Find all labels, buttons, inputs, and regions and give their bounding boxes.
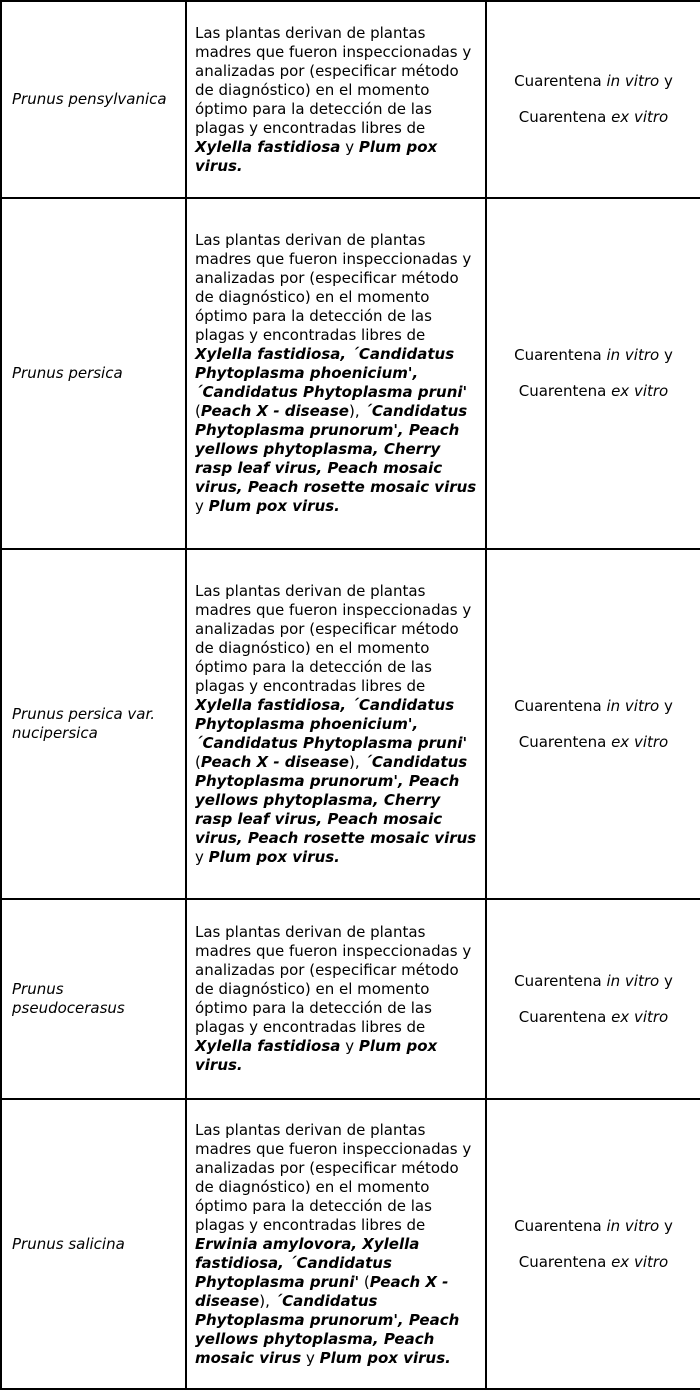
quarantine-cell bbox=[486, 899, 700, 1099]
quarantine-line-2: Cuarentena ex vitro bbox=[518, 382, 669, 400]
description-text: Las plantas derivan de plantas madres que fueron inspeccionadas y analizadas por (especificar método de diagnóstico) en el momento óptimo para la detección de las plagas y encontradas libres de Xylella fastidiosa y Plum pox virus. bbox=[195, 923, 472, 1074]
description-text: Las plantas derivan de plantas madres que fueron inspeccionadas y analizadas por (especificar método de diagnóstico) en el momento óptimo para la detección de las plagas y encontradas libres de Xylella fastidiosa, ´Candidatus Phytoplasma phoenicium', ´Candidatus Phytoplasma pruni' (Peach X - disease), ´Candidatus Phytoplasma prunorum', Peach yellows phytoplasma, Cherry rasp leaf virus, Peach mosaic virus, Peach rosette mosaic virus y Plum pox virus. bbox=[195, 231, 477, 515]
species-name: Prunus persica bbox=[12, 364, 123, 382]
species-name: Prunus pseudocerasus bbox=[12, 980, 125, 1017]
description-text: Las plantas derivan de plantas madres que fueron inspeccionadas y analizadas por (especificar método de diagnóstico) en el momento óptimo para la detección de las plagas y encontradas libres de Erwinia amylovora, Xylella fastidiosa, ´Candidatus Phytoplasma pruni' (Peach X - disease), ´Candidatus Phytoplasma prunorum', Peach yellows phytoplasma, Peach mosaic virus y Plum pox virus. bbox=[195, 1120, 472, 1367]
quarantine-line-1: Cuarentena in vitro y bbox=[514, 346, 673, 364]
quarantine-cell bbox=[486, 1099, 700, 1389]
quarantine-line-1: Cuarentena in vitro y bbox=[514, 72, 673, 90]
table-row bbox=[1, 1099, 700, 1389]
table-row bbox=[1, 899, 700, 1099]
description-cell bbox=[186, 1, 486, 198]
quarantine-line-2: Cuarentena ex vitro bbox=[518, 108, 669, 126]
species-cell bbox=[1, 1099, 186, 1389]
table-row bbox=[1, 1, 700, 198]
species-name: Prunus pensylvanica bbox=[12, 90, 167, 108]
species-cell bbox=[1, 198, 186, 549]
description-cell bbox=[186, 899, 486, 1099]
quarantine-line-2: Cuarentena ex vitro bbox=[518, 732, 669, 751]
quarantine-cell bbox=[486, 198, 700, 549]
quarantine-line-1: Cuarentena in vitro y bbox=[514, 696, 673, 715]
description-text: Las plantas derivan de plantas madres que fueron inspeccionadas y analizadas por (especificar método de diagnóstico) en el momento óptimo para la detección de las plagas y encontradas libres de Xylella fastidiosa, ´Candidatus Phytoplasma phoenicium', ´Candidatus Phytoplasma pruni' (Peach X - disease), ´Candidatus Phytoplasma prunorum', Peach yellows phytoplasma, Cherry rasp leaf virus, Peach mosaic virus, Peach rosette mosaic virus y Plum pox virus. bbox=[195, 581, 477, 866]
table-row bbox=[1, 198, 700, 549]
quarantine-cell bbox=[486, 549, 700, 899]
species-cell bbox=[1, 549, 186, 899]
quarantine-line-2: Cuarentena ex vitro bbox=[518, 1252, 669, 1271]
quarantine-cell bbox=[486, 1, 700, 198]
species-cell bbox=[1, 1, 186, 198]
quarantine-line-1: Cuarentena in vitro y bbox=[514, 971, 673, 990]
description-cell bbox=[186, 198, 486, 549]
quarantine-line-1: Cuarentena in vitro y bbox=[514, 1216, 673, 1235]
species-name: Prunus salicina bbox=[12, 1234, 125, 1253]
description-text: Las plantas derivan de plantas madres que fueron inspeccionadas y analizadas por (especificar método de diagnóstico) en el momento óptimo para la detección de las plagas y encontradas libres de Xylella fastidiosa y Plum pox virus. bbox=[195, 23, 472, 175]
description-cell bbox=[186, 1099, 486, 1389]
species-cell bbox=[1, 899, 186, 1099]
quarantine-line-2: Cuarentena ex vitro bbox=[518, 1007, 669, 1026]
description-cell bbox=[186, 549, 486, 899]
species-name: Prunus persica var. nucipersica bbox=[12, 705, 156, 742]
table-row bbox=[1, 549, 700, 899]
